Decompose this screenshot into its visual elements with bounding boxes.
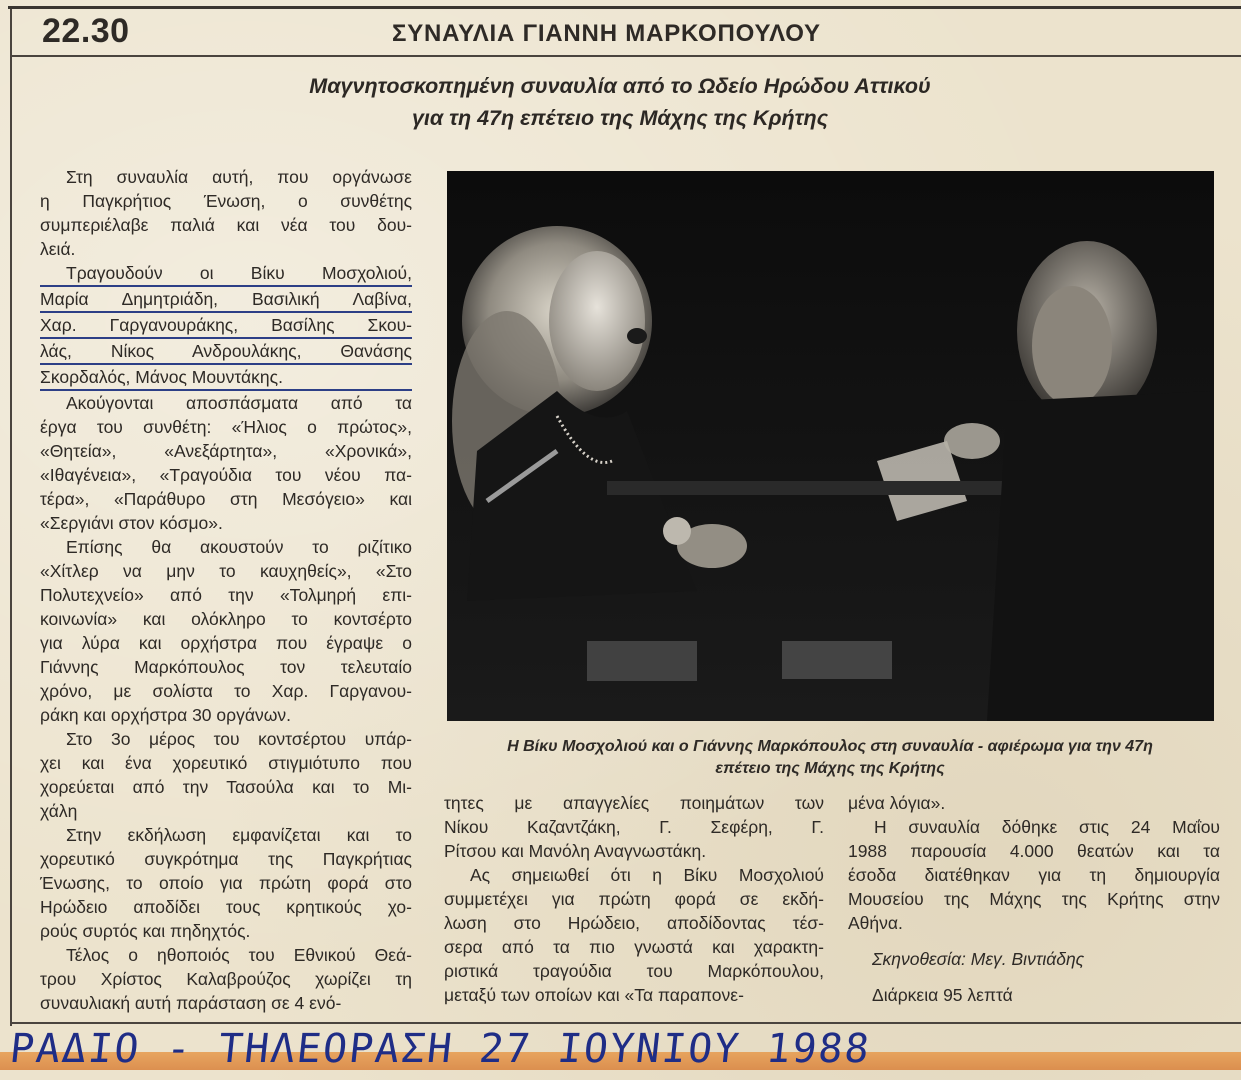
text-line: Στη συναυλία αυτή, που οργάνωσε bbox=[66, 167, 412, 187]
text-line: χάλη bbox=[40, 801, 78, 821]
text-line: τέρα», «Παράθυρο στη Μεσόγειο» και bbox=[40, 489, 412, 509]
photo-caption bbox=[440, 736, 1220, 780]
article-headline bbox=[200, 70, 1040, 134]
right-text-column bbox=[848, 791, 1220, 1007]
paragraph-continuation bbox=[848, 791, 1220, 815]
text-line: συμπεριέλαβε παλιά και νέα του δου- bbox=[40, 215, 412, 235]
text-line: τητες με απαγγελίες ποιημάτων των bbox=[444, 793, 824, 813]
paragraph-moscholiou bbox=[444, 863, 824, 1007]
caption-line-1: Η Βίκυ Μοσχολιού και ο Γιάννης Μαρκόπουλος στη συναυλία - αφιέρωμα για την 47η bbox=[507, 738, 1153, 755]
text-line: Αθήνα. bbox=[848, 913, 903, 933]
text-line: τρου Χρίστος Καλαβρούζος χωρίζει τη bbox=[40, 969, 412, 989]
text-line: έργα του συνθέτη: «Ήλιος ο πρώτος», bbox=[40, 417, 412, 437]
paragraph-dance-group bbox=[40, 823, 412, 943]
text-line: έσοδα διατέθηκαν για τη δημιουργία bbox=[848, 865, 1220, 885]
text-line: χορευτικό συγκρότημα της Παγκρήτιας bbox=[40, 849, 412, 869]
text-line: Η συναυλία δόθηκε στις 24 Μαΐου bbox=[874, 817, 1220, 837]
text-line: «Σεργιάνι στον κόσμο». bbox=[40, 513, 223, 533]
text-line: Ακούγονται αποσπάσματα από τα bbox=[66, 393, 412, 413]
text-line: για λύρα και ορχήστρα που έγραψε ο bbox=[40, 633, 412, 653]
concert-photo-image bbox=[447, 171, 1214, 721]
paragraph-singers bbox=[40, 261, 412, 391]
text-line: Μουσείου της Μάχης της Κρήτης στην bbox=[848, 889, 1220, 909]
top-border-rule bbox=[8, 6, 1241, 9]
text-line: Ηρώδειο αποδίδει τους κρητικούς χο- bbox=[40, 897, 412, 917]
caption-line-2: επέτειο της Μάχης της Κρήτης bbox=[715, 760, 945, 777]
text-line: λωση στο Ηρώδειο, αποδίδοντας τέσ- bbox=[444, 913, 824, 933]
text-line: η Παγκρήτιος Ένωση, ο συνθέτης bbox=[40, 191, 412, 211]
text-line: Επίσης θα ακουστούν το ριζίτικο bbox=[66, 537, 412, 557]
text-line: χρόνο, με σολίστα το Χαρ. Γαργανου- bbox=[40, 681, 412, 701]
text-line: Τραγουδούν οι Βίκυ Μοσχολιού, bbox=[40, 261, 412, 287]
text-line: Ρίτσου και Μανόλη Αναγνωστάκη. bbox=[444, 841, 707, 861]
text-line: 1988 παρουσία 4.000 θεατών και τα bbox=[848, 841, 1220, 861]
paragraph-excerpts bbox=[40, 391, 412, 535]
text-line: σερα από τα πιο γνωστά και χαρακτη- bbox=[444, 937, 824, 957]
text-line: «Χίτλερ να μην το καυχηθείς», «Στο bbox=[40, 561, 412, 581]
text-line: κοινωνία» και ολόκληρο το κοντσέρτο bbox=[40, 609, 412, 629]
paragraph-intro bbox=[40, 165, 412, 261]
paragraph-poems bbox=[444, 791, 824, 863]
text-line: συναυλιακή αυτή παράσταση σε 4 ενό- bbox=[40, 993, 342, 1013]
text-line: Στην εκδήλωση εμφανίζεται και το bbox=[66, 825, 412, 845]
header-rule bbox=[10, 55, 1241, 57]
text-line: Γιάννης Μαρκόπουλος τον τελευταίο bbox=[40, 657, 412, 677]
director-credit: Σκηνοθεσία: Μεγ. Βιντιάδης bbox=[872, 949, 1085, 969]
text-line: Στο 3ο μέρος του κοντσέρτου υπάρ- bbox=[66, 729, 412, 749]
paragraph-actor bbox=[40, 943, 412, 1015]
text-line: Σκορδαλός, Μάνος Μουντάκης. bbox=[40, 365, 412, 391]
text-line: χορεύεται από την Τασούλα και το Μι- bbox=[40, 777, 412, 797]
paragraph-dance bbox=[40, 727, 412, 823]
text-line: «Ιθαγένεια», «Τραγούδια του νέου πα- bbox=[40, 465, 412, 485]
headline-line-2: για τη 47η επέτειο της Μάχης της Κρήτης bbox=[411, 106, 829, 130]
text-line: ριστικά τραγούδια του Μαρκόπουλου, bbox=[444, 961, 824, 981]
text-line: λάς, Νίκος Ανδρουλάκης, Θανάσης bbox=[40, 339, 412, 365]
text-line: Ας σημειωθεί ότι η Βίκυ Μοσχολιού bbox=[470, 865, 824, 885]
left-border-rule bbox=[10, 6, 12, 1026]
section-title: ΣΥΝΑΥΛΙΑ ΓΙΑΝΝΗ ΜΑΡΚΟΠΟΥΛΟΥ bbox=[392, 20, 821, 47]
text-line: Χαρ. Γαργανουράκης, Βασίλης Σκου- bbox=[40, 313, 412, 339]
text-line: συμμετέχει για πρώτη φορά σε εκδή- bbox=[444, 889, 824, 909]
headline-line-1: Μαγνητοσκοπημένη συναυλία από το Ωδείο Ηρώδου Αττικού bbox=[309, 74, 931, 98]
text-line: μεταξύ των οποίων και «Τα παραπονε- bbox=[444, 985, 744, 1005]
text-line: Πολυτεχνείο» από την «Τολμηρή επι- bbox=[40, 585, 412, 605]
duration-info: Διάρκεια 95 λεπτά bbox=[872, 985, 1013, 1005]
text-line: Τέλος ο ηθοποιός του Εθνικού Θεά- bbox=[66, 945, 412, 965]
text-line: «Θητεία», «Ανεξάρτητα», «Χρονικά», bbox=[40, 441, 412, 461]
text-line: μένα λόγια». bbox=[848, 793, 946, 813]
text-line: Νίκου Καζαντζάκη, Γ. Σεφέρη, Γ. bbox=[444, 817, 824, 837]
text-line: ράκη και ορχήστρα 30 οργάνων. bbox=[40, 705, 291, 725]
paragraph-rizitiko bbox=[40, 535, 412, 727]
handwritten-source-note: ΡΑΔΙΟ - ΤΗΛΕΟΡΑΣΗ 27 ΙΟΥΝΙΟΥ 1988 bbox=[7, 1026, 874, 1072]
paragraph-date-attendance bbox=[848, 815, 1220, 935]
concert-photo bbox=[447, 171, 1214, 721]
bottom-rule bbox=[10, 1022, 1241, 1024]
text-line: Μαρία Δημητριάδη, Βασιλική Λαβίνα, bbox=[40, 287, 412, 313]
text-line: χει και ένα χορευτικό στιγμιότυπο που bbox=[40, 753, 412, 773]
left-text-column bbox=[40, 165, 412, 1015]
middle-text-column bbox=[444, 791, 824, 1007]
text-line: ρούς συρτός και πηδηχτός. bbox=[40, 921, 251, 941]
text-line: Ένωσης, το οποίο για πρώτη φορά στο bbox=[40, 873, 412, 893]
broadcast-time: 22.30 bbox=[42, 12, 130, 50]
text-line: λειά. bbox=[40, 239, 76, 259]
